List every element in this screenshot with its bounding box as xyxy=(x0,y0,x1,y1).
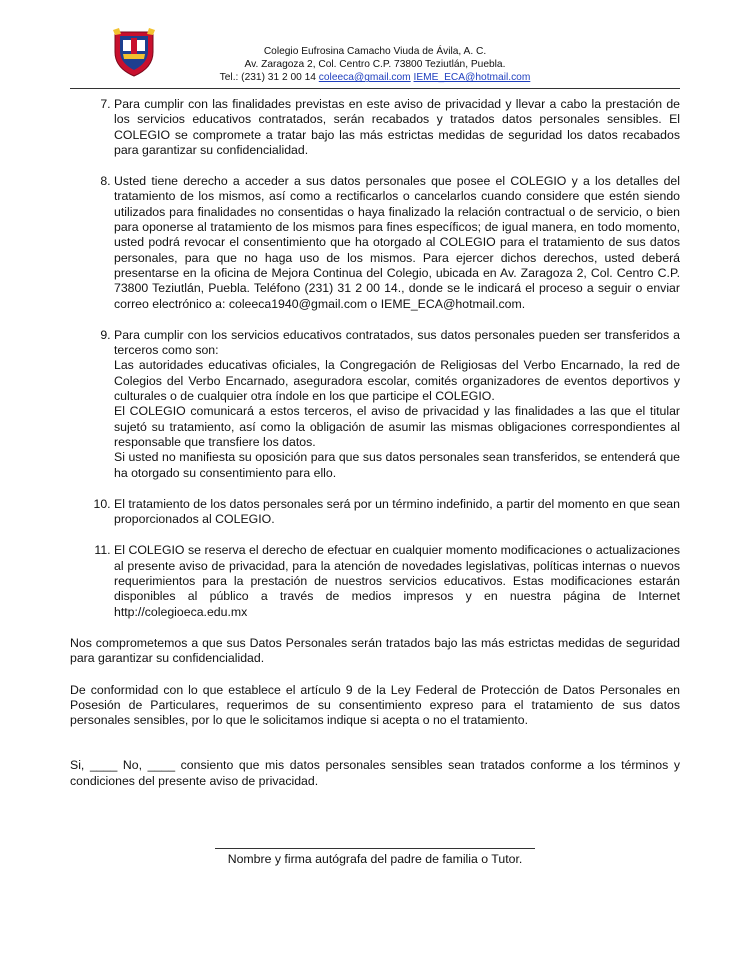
clause-paragraph: Si usted no manifiesta su oposición para que sus datos personales sean transferidos, se entenderá que ha otorgado su consentimiento para ello. xyxy=(114,450,680,480)
email-link-coleeca[interactable]: coleeca@gmail.com xyxy=(318,72,411,84)
legal-basis-paragraph: De conformidad con lo que establece el artículo 9 de la Ley Federal de Protección de Datos Personales en Posesión de Particulares, requerimos de su consentimiento expreso para el tratamiento de sus datos personales sensibles, por lo que le solicitamos indique si acepta o no el tratamiento. xyxy=(70,682,680,728)
clause-paragraph: 8. Usted tiene derecho a acceder a sus datos personales que posee el COLEGIO y a los detalles del tratamiento de los mismos, así como a rectificarlos o cancelarlos cuando considere que estén siendo utilizados para finalidades no consentidas o haya finalizado la relación contractual o de servicio, o bien para oponerse al tratamiento de los mismos para fines específicos; de igual manera, en todo momento, usted podrá revocar el consentimiento que ha otorgado al COLEGIO para el tratamiento de sus datos personales, para que no haga uso de los mismos. Para ejercer dichos derechos, usted deberá presentarse en la oficina de Mejora Continua del Colegio, ubicada en Av. Zaragoza 2, Col. Centro C.P. 73800 Teziutlán, Puebla. Teléfono (231) 31 2 00 14., donde se le indicará el proceso a seguir o enviar correo electrónico a: coleeca1940@gmail.com o IEME_ECA@hotmail.com. xyxy=(114,174,680,311)
letterhead xyxy=(200,45,550,85)
privacy-notice-body xyxy=(70,97,680,805)
institution-address: Av. Zaragoza 2, Col. Centro C.P. 73800 Teziutlán, Puebla. xyxy=(244,59,506,71)
signature-label: Nombre y firma autógrafa del padre de familia o Tutor. xyxy=(227,852,523,866)
numbered-clauses xyxy=(70,97,680,620)
clause-paragraph: 7. Para cumplir con las finalidades previstas en este aviso de privacidad y llevar a cabo la prestación de los servicios educativos contratados, serán recabados y tratados datos personales sensibles. El COLEGIO se compromete a tratar bajo las más estrictas medidas de seguridad los datos recabados para garantizar su confidencialidad. xyxy=(114,97,680,157)
clause-item xyxy=(114,497,680,528)
clause-item xyxy=(114,328,680,481)
phone-number: Tel.: (231) 31 2 00 14 xyxy=(219,72,316,84)
clause-item xyxy=(114,543,680,619)
contact-line xyxy=(200,71,550,84)
school-crest-icon xyxy=(111,26,157,78)
clause-item xyxy=(114,97,680,158)
email-link-ieme[interactable]: IEME_ECA@hotmail.com xyxy=(413,72,531,84)
signature-line[interactable] xyxy=(215,848,535,849)
clause-paragraph: 9. Para cumplir con los servicios educativos contratados, sus datos personales pueden ser transferidos a terceros como son: xyxy=(114,327,680,358)
clause-item xyxy=(114,174,680,312)
header-divider xyxy=(70,88,680,89)
institution-name: Colegio Eufrosina Camacho Viuda de Ávila, A. C. xyxy=(263,46,487,57)
clause-paragraph: Las autoridades educativas oficiales, la Congregación de Religiosas del Verbo Encarnado, la red de Colegios del Verbo Encarnado, aseguradora escolar, comités organizadores de eventos deportivos y culturales o de cualquier otra índole en los que participe el COLEGIO. xyxy=(114,358,680,404)
consent-statement[interactable]: Si, ____ No, ____ consiento que mis datos personales sensibles sean tratados conforme a los términos y condiciones del presente aviso de privacidad. xyxy=(70,758,680,788)
clause-paragraph: 11. El COLEGIO se reserva el derecho de efectuar en cualquier momento modificaciones o actualizaciones al presente aviso de privacidad, para la atención de novedades legislativas, políticas internas o nuevos requerimientos para la prestación de nuestros servicios educativos. Estas modificaciones estarán disponibles al público a través de medios impresos y en nuestra página de Internet http://colegioeca.edu.mx xyxy=(114,543,680,619)
clause-paragraph: El COLEGIO comunicará a estos terceros, el aviso de privacidad y las finalidades a las que el titular sujetó su tratamiento, así como la obligación de asumir las mismas obligaciones correspondientes al responsable que transfiere los datos. xyxy=(114,404,680,449)
closing-commitment: Nos comprometemos a que sus Datos Personales serán tratados bajo las más estrictas medidas de seguridad para garantizar su confidencialidad. xyxy=(70,635,680,666)
clause-paragraph: 10. El tratamiento de los datos personales será por un término indefinido, a partir del momento en que sean proporcionados al COLEGIO. xyxy=(114,496,680,527)
